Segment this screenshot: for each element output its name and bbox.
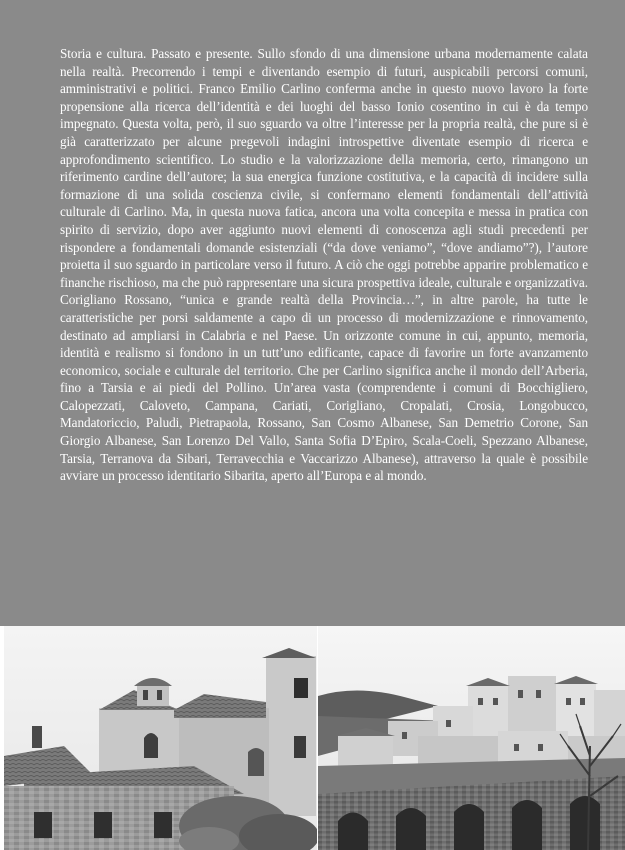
back-cover-blurb: Storia e cultura. Passato e presente. Sullo sfondo di una dimensione urbana modernamente calata nella realtà. Precorrendo i tempi e diventando esempio di futuri, auspicabili percorsi comuni, amministrativi e politici. Franco Emilio Carlino conferma anche in questo nuovo lavoro la forte propensione alla ricerca dell’identità e dei luoghi del basso Ionio cosentino in cui è da tempo impegnato. Questa volta, però, il suo sguardo va oltre l’interesse per la propria realtà, che pure si è già caratterizzato per alcune pregevoli indagini introspettive diventate esempio di ricerca e approfondimento scientifico. Lo studio e la valorizzazione della memoria, certo, rimangono un riferimento cardine dell’autore; la sua energica funzione costitutiva, e la capacità di incidere sulla formazione di una solida coscienza civile, si confermano elementi fondamentali dell’attività culturale di Carlino. Ma, in questa nuova fatica, ancora una volta concepita e messa in pratica con spirito di servizio, dopo aver aggiunto nuovi elementi di conoscenza agli studi precedenti per rispondere a fondamentali domande esistenziali (“da dove veniamo”, “dove andiamo”?), l’autore proietta il suo sguardo in particolare verso il futuro. A ciò che oggi potrebbe apparire problematico e finanche rischioso, ma che può rappresentare una sicura prospettiva ideale, culturale e organizzativa. Corigliano Rossano, “unica e grande realtà della Provincia…”, in altre parole, ha tutte le caratteristiche per porsi saldamente a capo di un processo di modernizzazione e rinnovamento, destinato ad ampliarsi in Calabria e nel Paese. Un orizzonte comune in cui, appunto, memoria, identità e realismo si fondono in un tutt’uno edificante, capace di favorire un forte avanzamento economico, sociale e culturale del territorio. Che per Carlino significa anche il mondo dell’Arberia, fino a Tarsia e ai piedi del Pollino. Un’area vasta (comprendente i comuni di Bocchigliero, Calopezzati, Caloveto, Campana, Cariati, Corigliano, Cropalati, Crosia, Longobucco, Mandatoriccio, Paludi, Pietrapaola, Rossano, San Cosmo Albanese, San Demetrio Corone, San Giorgio Albanese, San Lorenzo Del Vallo, Santa Sofia D’Epiro, Scala-Coeli, Spezzano Albanese, Tarsia, Terranova da Sibari, Terravecchia e Vaccarizzo Albanese), attraverso la quale è possibile avviare un processo identitario Sibarita, aperto all’Europa e al mondo. — [60, 46, 588, 484]
photo-strip — [0, 626, 625, 850]
church-photo — [4, 626, 317, 850]
town-aqueduct-photo — [318, 626, 625, 850]
